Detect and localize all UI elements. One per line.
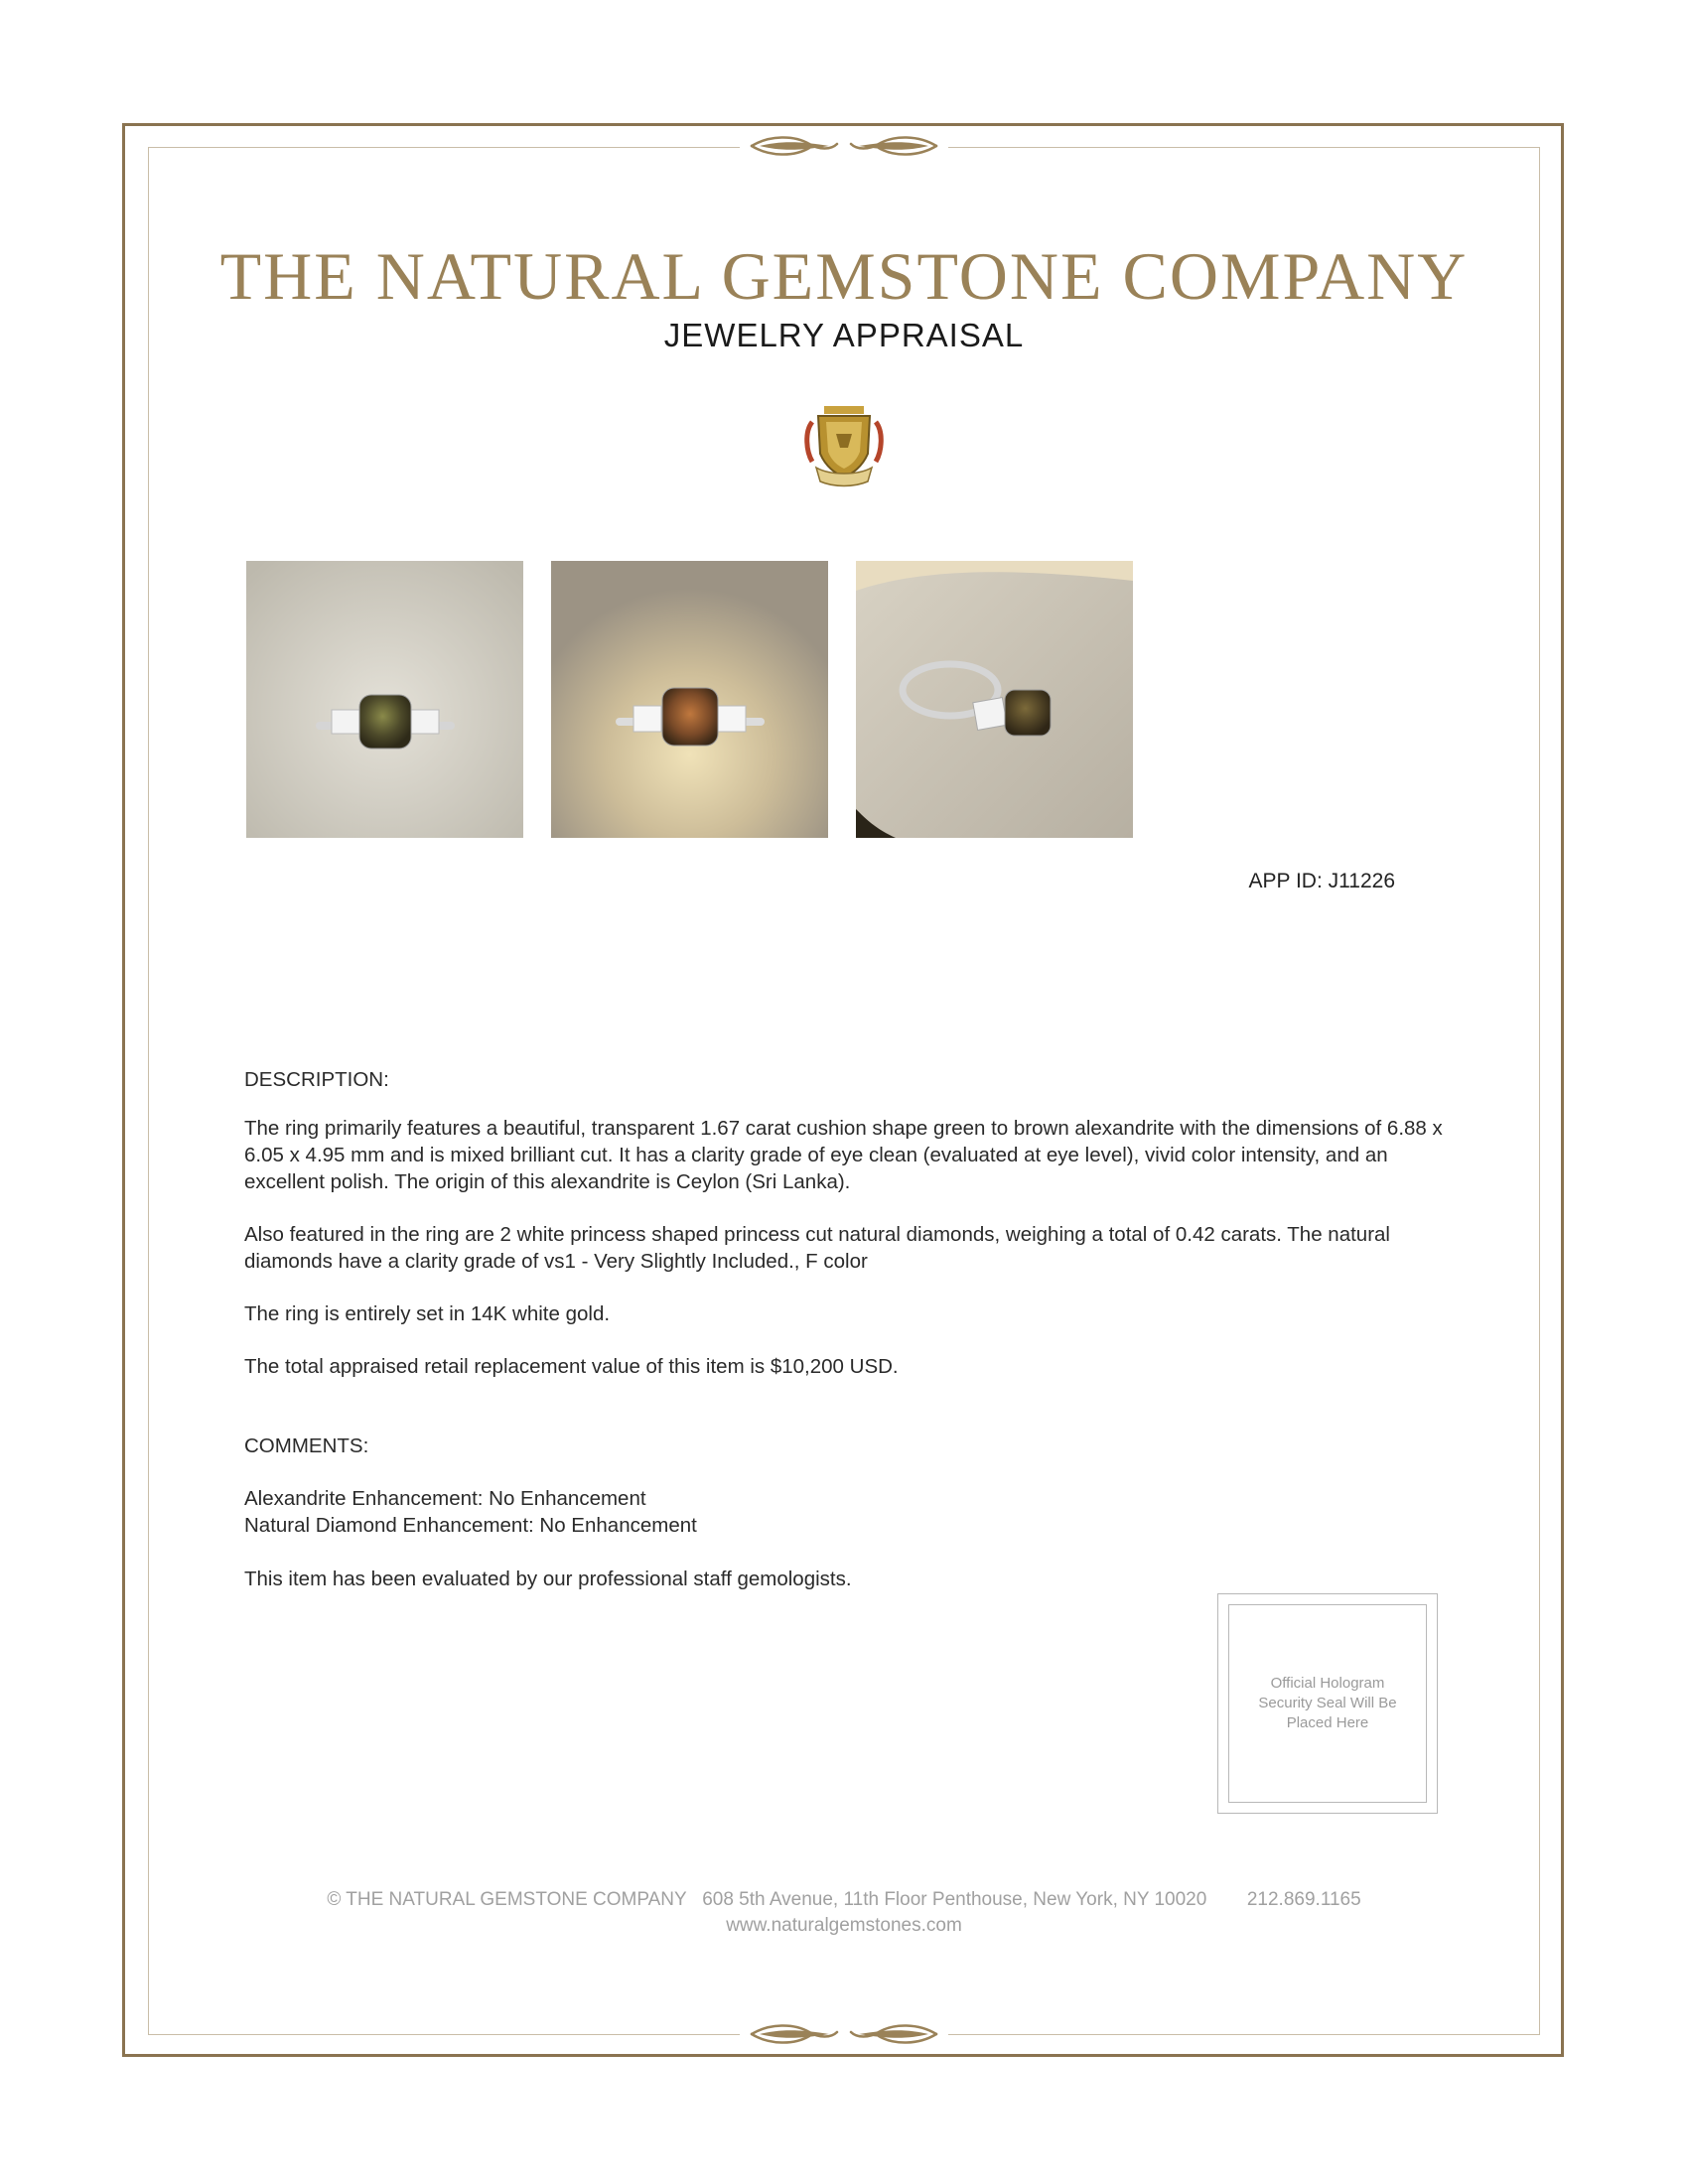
description-heading: DESCRIPTION: xyxy=(244,1068,389,1091)
footer-address: 608 5th Avenue, 11th Floor Penthouse, New York, NY 10020 xyxy=(702,1889,1207,1910)
document-title: JEWELRY APPRAISAL xyxy=(663,317,1025,353)
description-paragraph: Also featured in the ring are 2 white princess shaped princess cut natural diamonds, weighing a total of 0.42 carats. The natural diamonds have a clarity grade of vs1 - Very Slightly Included., F color xyxy=(244,1223,1390,1273)
footer-website[interactable]: www.naturalgemstones.com xyxy=(726,1915,962,1936)
comment-line: This item has been evaluated by our professional staff gemologists. xyxy=(244,1568,852,1590)
appraised-value: The total appraised retail replacement value of this item is $10,200 USD. xyxy=(244,1355,899,1378)
description-paragraph: The ring is entirely set in 14K white gold. xyxy=(244,1302,611,1325)
scroll-ornament-icon xyxy=(740,2021,948,2047)
ring-photo-lit xyxy=(551,561,828,838)
crest-icon xyxy=(802,402,886,489)
footer-line xyxy=(0,1889,1688,1911)
ring-photo-side xyxy=(856,561,1133,838)
ring-photo-blank xyxy=(1162,561,1439,838)
company-name: THE NATURAL GEMSTONE COMPANY xyxy=(219,238,1469,314)
comment-line: Alexandrite Enhancement: No Enhancement xyxy=(244,1487,646,1510)
hologram-seal-inner xyxy=(1228,1604,1427,1803)
ring-photo-front xyxy=(246,561,523,838)
app-id-value: J11226 xyxy=(1328,870,1395,892)
footer-phone: 212.869.1165 xyxy=(1246,1889,1361,1910)
scroll-ornament-icon xyxy=(740,133,948,159)
comments-heading: COMMENTS: xyxy=(244,1434,369,1457)
comment-line: Natural Diamond Enhancement: No Enhancement xyxy=(244,1514,697,1537)
hologram-seal-text: Official Hologram Security Seal Will Be Placed Here xyxy=(1258,1675,1397,1731)
app-id-label: APP ID: xyxy=(1248,870,1323,892)
hologram-seal-box xyxy=(1217,1593,1438,1814)
app-id xyxy=(1192,870,1395,893)
footer-copyright: © THE NATURAL GEMSTONE COMPANY xyxy=(327,1889,687,1910)
description-paragraph: The ring primarily features a beautiful, transparent 1.67 carat cushion shape green to brown alexandrite with the dimensions of 6.88 x 6.05 x 4.95 mm and is mixed brilliant cut. It has a clarity grade of eye clean (evaluated at eye level), vivid color intensity, and an excellent polish. The origin of this alexandrite is Ceylon (Sri Lanka). xyxy=(244,1117,1443,1193)
